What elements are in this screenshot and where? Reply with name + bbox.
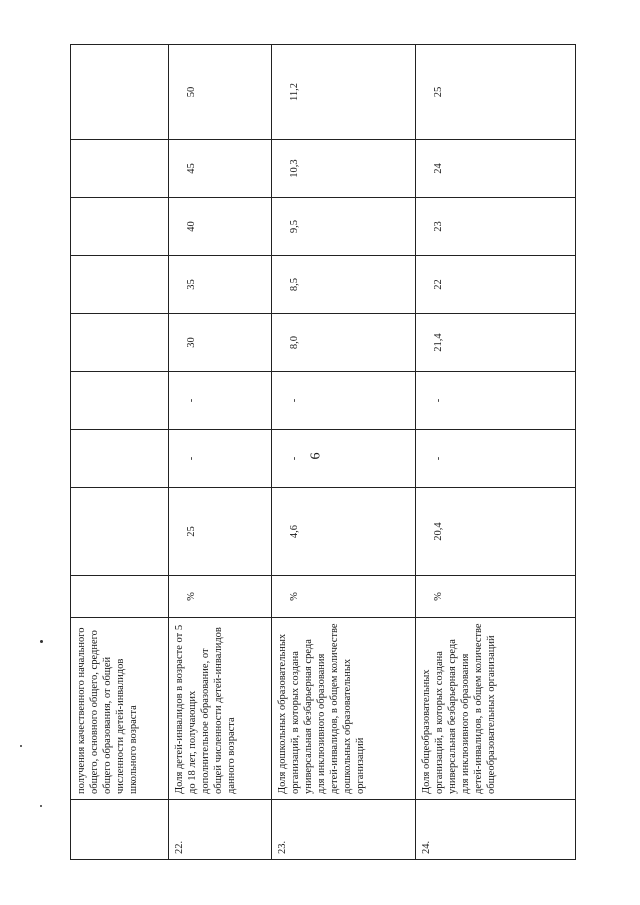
value-cell: 11,2 — [272, 45, 416, 140]
value-cell: - — [169, 430, 272, 488]
unit-cell — [71, 576, 169, 618]
value-cell: 35 — [169, 256, 272, 314]
value-cell: - — [416, 430, 576, 488]
value-cell — [71, 314, 169, 372]
indicator-description: получения качественного начального общего, основного общего, среднего общего образования, от общей численности детей-инвалидов школьного возраста — [71, 618, 169, 800]
unit-cell: % — [272, 576, 416, 618]
value-cell: 25 — [416, 45, 576, 140]
unit-cell: % — [169, 576, 272, 618]
unit-cell: % — [416, 576, 576, 618]
table-row-22 — [169, 45, 272, 860]
value-cell: - — [272, 372, 416, 430]
row-number: 22. — [169, 800, 272, 860]
value-cell: 30 — [169, 314, 272, 372]
value-cell — [71, 45, 169, 140]
value-cell: 8,5 — [272, 256, 416, 314]
table-row-24 — [416, 45, 576, 860]
indicator-description: Доля детей-инвалидов в возрасте от 5 до 18 лет, получающих дополнительное образование, от общей численности детей-инвалидов данного возраста — [169, 618, 272, 800]
indicator-description: Доля общеобразовательных организаций, в которых создана универсальная безбарьерная среда для инклюзивного образования детей-инвалидов, в общем количестве общеобразовательных организаций — [416, 618, 576, 800]
value-cell: 24 — [416, 140, 576, 198]
table-row-23 — [272, 45, 416, 860]
indicators-table — [70, 44, 576, 860]
value-cell: 45 — [169, 140, 272, 198]
value-cell — [71, 488, 169, 576]
value-cell: 50 — [169, 45, 272, 140]
value-cell — [71, 140, 169, 198]
table-row-continuation — [71, 45, 169, 860]
value-cell: 25 — [169, 488, 272, 576]
value-cell: 21,4 — [416, 314, 576, 372]
rotated-table-stage — [70, 45, 575, 860]
scan-speck — [40, 640, 43, 643]
value-cell: - — [169, 372, 272, 430]
value-cell: - — [272, 430, 416, 488]
scan-speck — [40, 805, 42, 807]
value-cell — [71, 256, 169, 314]
value-cell: 23 — [416, 198, 576, 256]
page-number: 6 — [308, 452, 324, 460]
value-cell: - — [416, 372, 576, 430]
value-cell: 22 — [416, 256, 576, 314]
value-cell: 9,5 — [272, 198, 416, 256]
value-cell — [71, 430, 169, 488]
value-cell: 4,6 — [272, 488, 416, 576]
value-cell: 20,4 — [416, 488, 576, 576]
scan-speck — [20, 745, 22, 747]
row-number: 24. — [416, 800, 576, 860]
row-number: 23. — [272, 800, 416, 860]
value-cell — [71, 372, 169, 430]
value-cell: 40 — [169, 198, 272, 256]
value-cell: 8,0 — [272, 314, 416, 372]
value-cell: 10,3 — [272, 140, 416, 198]
value-cell — [71, 198, 169, 256]
indicator-description: Доля дошкольных образовательных организаций, в которых создана универсальная безбарьерная среда для инклюзивного образования детей-инвалидов, в общем количестве дошкольных образовательных организаций — [272, 618, 416, 800]
row-number — [71, 800, 169, 860]
